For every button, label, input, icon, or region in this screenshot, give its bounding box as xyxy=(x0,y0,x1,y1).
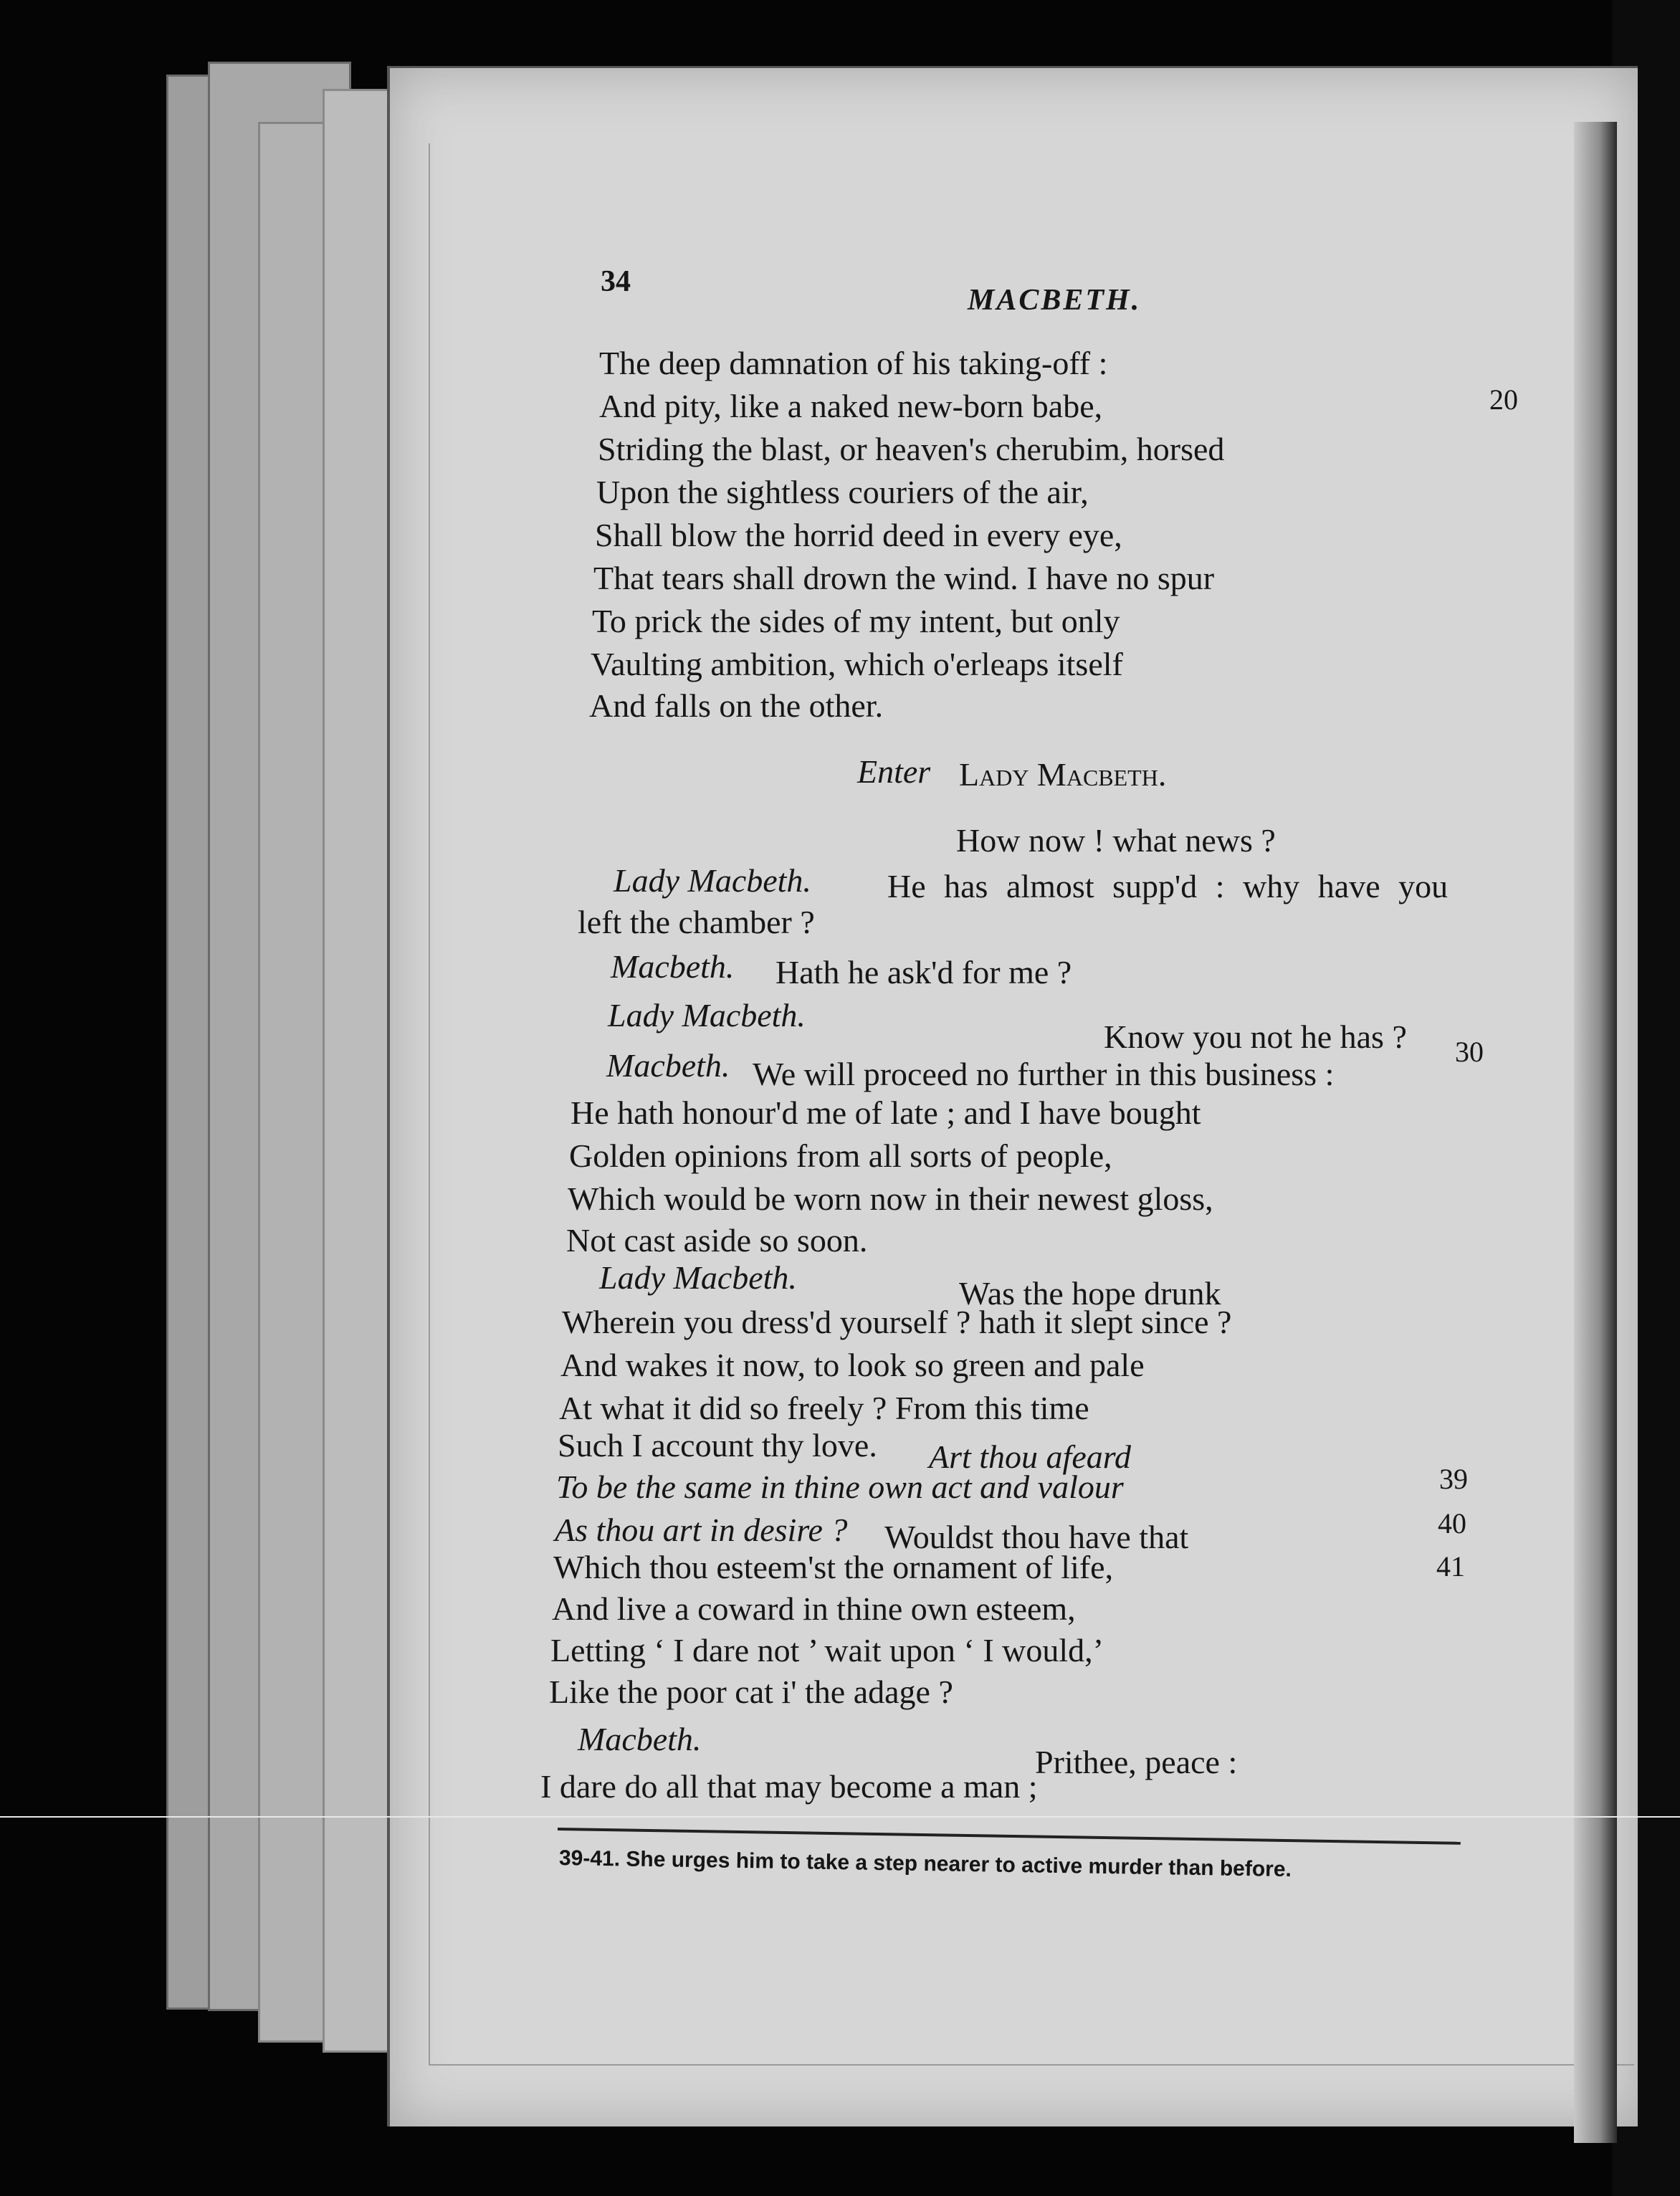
verse-line: How now ! what news ? xyxy=(956,822,1276,859)
verse-line: Upon the sightless couriers of the air, xyxy=(596,474,1089,510)
verse-line-italic: To be the same in thine own act and valour xyxy=(556,1469,1124,1505)
line-number: 41 xyxy=(1436,1550,1465,1582)
verse-line: And pity, like a naked new-born babe, xyxy=(599,388,1103,424)
stage-direction-enter: Enter xyxy=(857,753,931,790)
scan-artifact-line xyxy=(0,1816,1680,1818)
verse-line: He has almost supp'd : why have you xyxy=(887,868,1448,904)
page-number: 34 xyxy=(601,265,631,298)
speaker-name: Lady Macbeth. xyxy=(608,997,806,1033)
verse-line: Wouldst thou have that xyxy=(884,1519,1189,1555)
verse-line: Golden opinions from all sorts of people, xyxy=(569,1137,1112,1174)
verse-line: I dare do all that may become a man ; xyxy=(540,1768,1038,1805)
footnote-text: 39-41. She urges him to take a step nearer to active murder than before. xyxy=(558,1846,1292,1882)
book-gutter-shadow xyxy=(1574,122,1617,2143)
line-number: 40 xyxy=(1438,1507,1466,1539)
line-number: 20 xyxy=(1489,383,1518,416)
stage-direction-character: Lady Macbeth. xyxy=(959,756,1167,793)
speaker-name: Macbeth. xyxy=(578,1721,702,1757)
verse-line: The deep damnation of his taking-off : xyxy=(599,345,1108,381)
verse-line: Which would be worn now in their newest gloss, xyxy=(568,1180,1213,1217)
verse-line-italic: As thou art in desire ? xyxy=(555,1512,848,1548)
verse-line: And wakes it now, to look so green and pale xyxy=(560,1347,1145,1383)
verse-line: And falls on the other. xyxy=(589,687,884,724)
verse-line: Was the hope drunk xyxy=(959,1275,1221,1312)
verse-line: He hath honour'd me of late ; and I have bought xyxy=(571,1094,1201,1131)
verse-line: Which thou esteem'st the ornament of life, xyxy=(553,1549,1114,1585)
line-number: 39 xyxy=(1439,1463,1468,1495)
verse-line: Know you not he has ? xyxy=(1104,1018,1407,1055)
verse-line: That tears shall drown the wind. I have no spur xyxy=(593,560,1215,596)
speaker-name: Macbeth. xyxy=(611,948,735,985)
verse-line: We will proceed no further in this business : xyxy=(753,1056,1335,1092)
line-number: 30 xyxy=(1455,1036,1484,1068)
speaker-name: Lady Macbeth. xyxy=(599,1259,797,1296)
verse-line: Not cast aside so soon. xyxy=(566,1222,868,1259)
verse-line: At what it did so freely ? From this time xyxy=(559,1390,1089,1426)
verse-line: Wherein you dress'd yourself ? hath it slept since ? xyxy=(562,1304,1232,1340)
verse-line: Hath he ask'd for me ? xyxy=(775,954,1072,990)
verse-line: Letting ‘ I dare not ’ wait upon ‘ I would,’ xyxy=(550,1632,1104,1669)
verse-line: Striding the blast, or heaven's cherubim, horsed xyxy=(598,431,1225,467)
verse-line: Shall blow the horrid deed in every eye, xyxy=(595,517,1122,553)
speaker-name: Macbeth. xyxy=(606,1047,730,1084)
verse-line: And live a coward in thine own esteem, xyxy=(552,1590,1076,1627)
verse-line: Such I account thy love. xyxy=(558,1427,877,1464)
verse-line: To prick the sides of my intent, but only xyxy=(592,603,1120,639)
verse-line: Vaulting ambition, which o'erleaps itself xyxy=(591,646,1123,682)
verse-line: left the chamber ? xyxy=(578,904,815,940)
verse-line-italic: Art thou afeard xyxy=(929,1438,1131,1475)
verse-line: Like the poor cat i' the adage ? xyxy=(549,1674,953,1710)
speaker-name: Lady Macbeth. xyxy=(614,862,811,899)
verse-line: Prithee, peace : xyxy=(1035,1744,1238,1780)
running-title: MACBETH. xyxy=(968,284,1142,317)
